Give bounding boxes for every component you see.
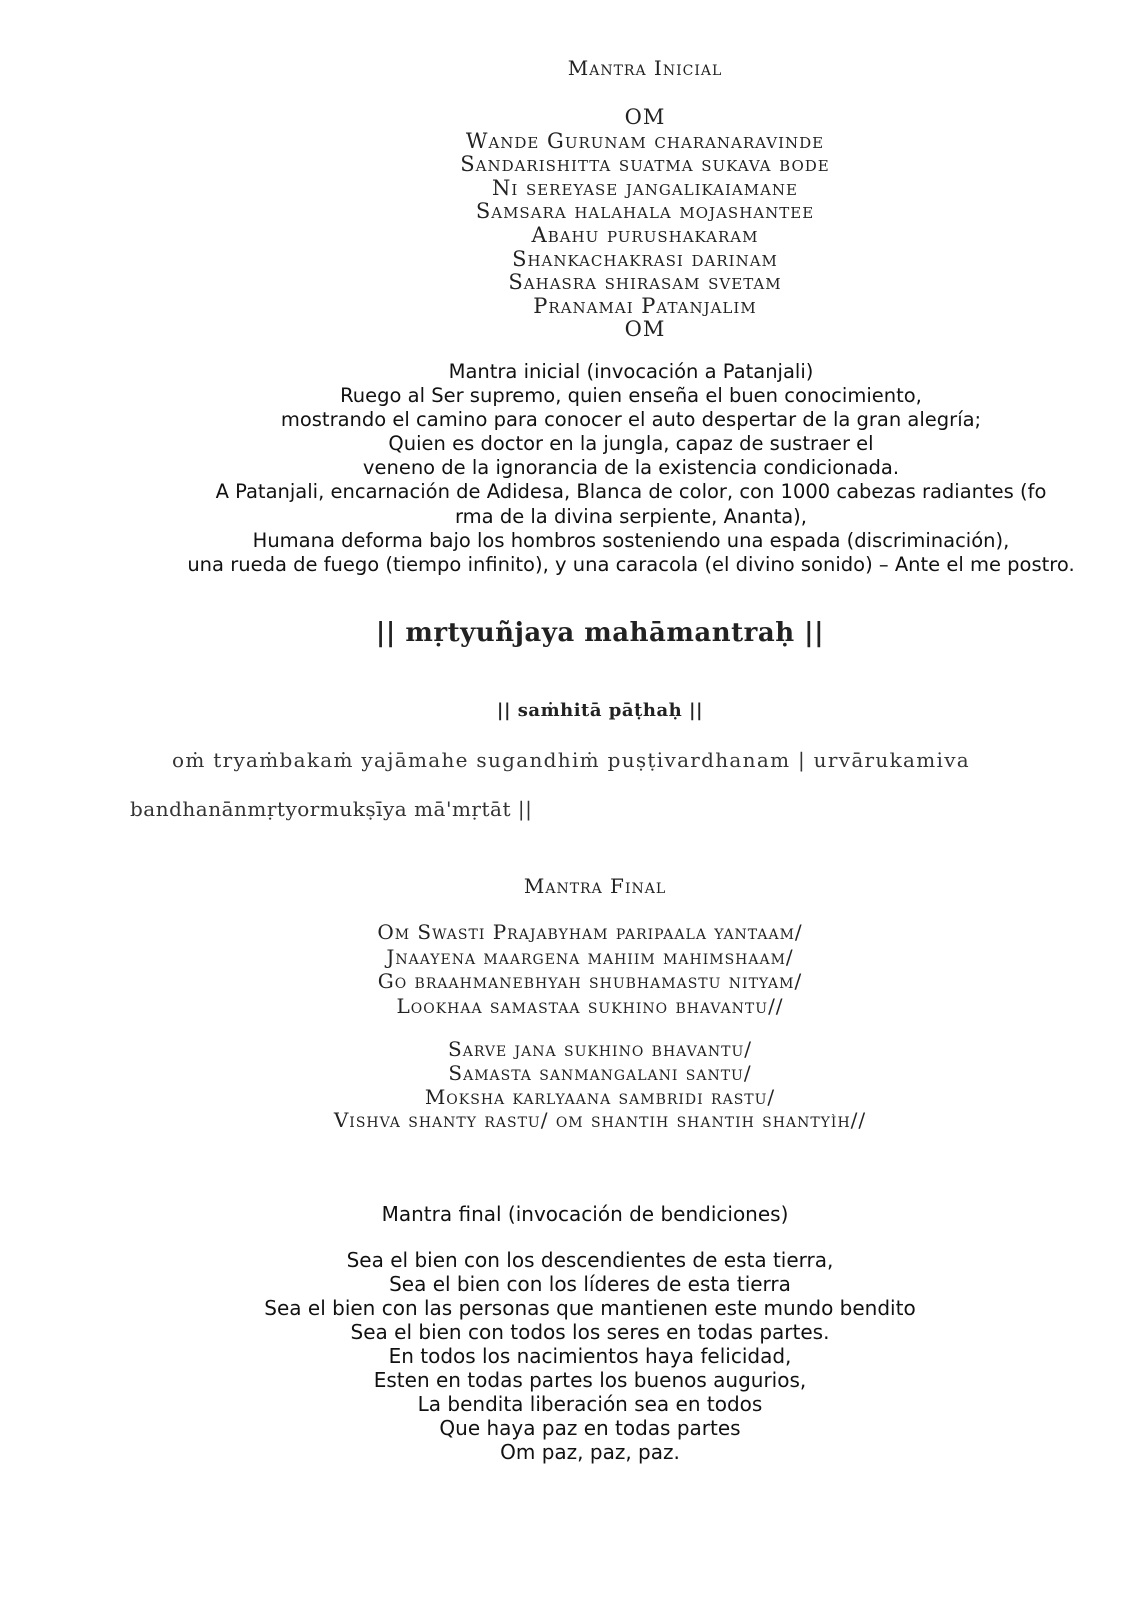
mantra-final-translation-title bbox=[320, 1202, 850, 1226]
translation-line: rma de la divina serpiente, Ananta), bbox=[455, 504, 807, 528]
verse-line: Wande Gurunam charanaravinde bbox=[465, 128, 825, 153]
translation-line: A Patanjali, encarnación de Adidesa, Blanca de color, con 1000 cabezas radiantes (fo bbox=[215, 480, 1047, 504]
mantra-final-verses-2 bbox=[230, 1038, 970, 1133]
transliteration-line: oṁ tryaṁbakaṁ yajāmahe sugandhiṁ puṣṭivardhanam | urvārukamiva bbox=[171, 748, 971, 772]
translation-title: Mantra final (invocación de bendiciones) bbox=[381, 1202, 789, 1226]
transliteration-line: bandhanānmṛtyormukṣīya mā'mṛtāt || bbox=[130, 797, 533, 821]
verse-line: Om Swasti Prajabyham paripaala yantaam/ bbox=[377, 920, 803, 944]
section-heading: Mantra Inicial bbox=[567, 56, 723, 80]
mantra-final-verses-1 bbox=[260, 920, 920, 1018]
verse-line: Vishva shanty rastu/ om shantih shantih shantyìh// bbox=[333, 1108, 867, 1133]
translation-line: una rueda de fuego (tiempo infinito), y una caracola (el divino sonido) – Ante el me postro. bbox=[187, 552, 1075, 576]
mantra-final-title bbox=[440, 874, 750, 898]
samhita-heading: || saṁhitā pāṭhaḥ || bbox=[496, 700, 704, 721]
translation-line: Sea el bien con las personas que mantienen este mundo bendito bbox=[264, 1296, 916, 1320]
verse-line: Lookhaa samastaa sukhino bhavantu// bbox=[396, 993, 784, 1018]
translation-line: Que haya paz en todas partes bbox=[439, 1416, 741, 1440]
translation-line: veneno de la ignorancia de la existencia condicionada. bbox=[362, 456, 900, 480]
mahamantra-line-1 bbox=[50, 748, 1092, 772]
mantra-inicial-verses bbox=[240, 106, 1050, 342]
translation-title: Mantra inicial (invocación a Patanjali) bbox=[448, 360, 814, 383]
mahamantra-line-2 bbox=[130, 797, 650, 821]
section-heading: Mantra Final bbox=[523, 874, 667, 898]
translation-line: Sea el bien con todos los seres en todas partes. bbox=[350, 1320, 830, 1344]
samhita-patha-title bbox=[380, 700, 820, 721]
verse-line: Sandarishitta suatma sukava bode bbox=[460, 152, 830, 177]
verse-line: Samasta sanmangalani santu/ bbox=[448, 1060, 752, 1085]
mantra-inicial-translation bbox=[120, 360, 1142, 577]
mantra-final-translation bbox=[190, 1248, 990, 1464]
mantra-inicial-title bbox=[470, 56, 820, 80]
verse-line: Shankachakrasi darinam bbox=[512, 246, 778, 271]
verse-line: Moksha karlyaana sambridi rastu/ bbox=[424, 1084, 776, 1109]
translation-line: Humana deforma bajo los hombros sosteniendo una espada (discriminación), bbox=[252, 528, 1010, 552]
verse-line: Jnaayena maargena mahiim mahimshaam/ bbox=[386, 944, 794, 969]
verse-line: Abahu purushakaram bbox=[531, 222, 759, 247]
verse-line: OM bbox=[624, 105, 666, 129]
mahamantra-heading: || mṛtyuñjaya mahāmantraḥ || bbox=[375, 618, 825, 648]
verse-line: Pranamai Patanjalim bbox=[533, 293, 757, 318]
verse-line: Sarve jana sukhino bhavantu/ bbox=[448, 1037, 752, 1061]
verse-line: Sahasra shirasam svetam bbox=[508, 270, 782, 295]
translation-line: mostrando el camino para conocer el auto despertar de la gran alegría; bbox=[280, 408, 982, 432]
verse-line: OM bbox=[624, 317, 666, 342]
translation-line: Esten en todas partes los buenos augurios, bbox=[373, 1368, 807, 1392]
translation-line: Sea el bien con los líderes de esta tierra bbox=[389, 1272, 791, 1296]
translation-line: Sea el bien con los descendientes de esta tierra, bbox=[346, 1248, 834, 1272]
translation-line: La bendita liberación sea en todos bbox=[417, 1392, 763, 1416]
translation-line: En todos los nacimientos haya felicidad, bbox=[388, 1344, 792, 1368]
translation-line: Om paz, paz, paz. bbox=[500, 1440, 680, 1464]
translation-line: Quien es doctor en la jungla, capaz de sustraer el bbox=[388, 432, 874, 456]
translation-line: Ruego al Ser supremo, quien enseña el buen conocimiento, bbox=[340, 384, 922, 408]
verse-line: Samsara halahala mojashantee bbox=[475, 199, 815, 224]
mahamantra-title bbox=[300, 618, 900, 648]
verse-line: Ni sereyase jangalikaiamane bbox=[491, 175, 799, 200]
verse-line: Go braahmanebhyah shubhamastu nityam/ bbox=[377, 969, 803, 994]
